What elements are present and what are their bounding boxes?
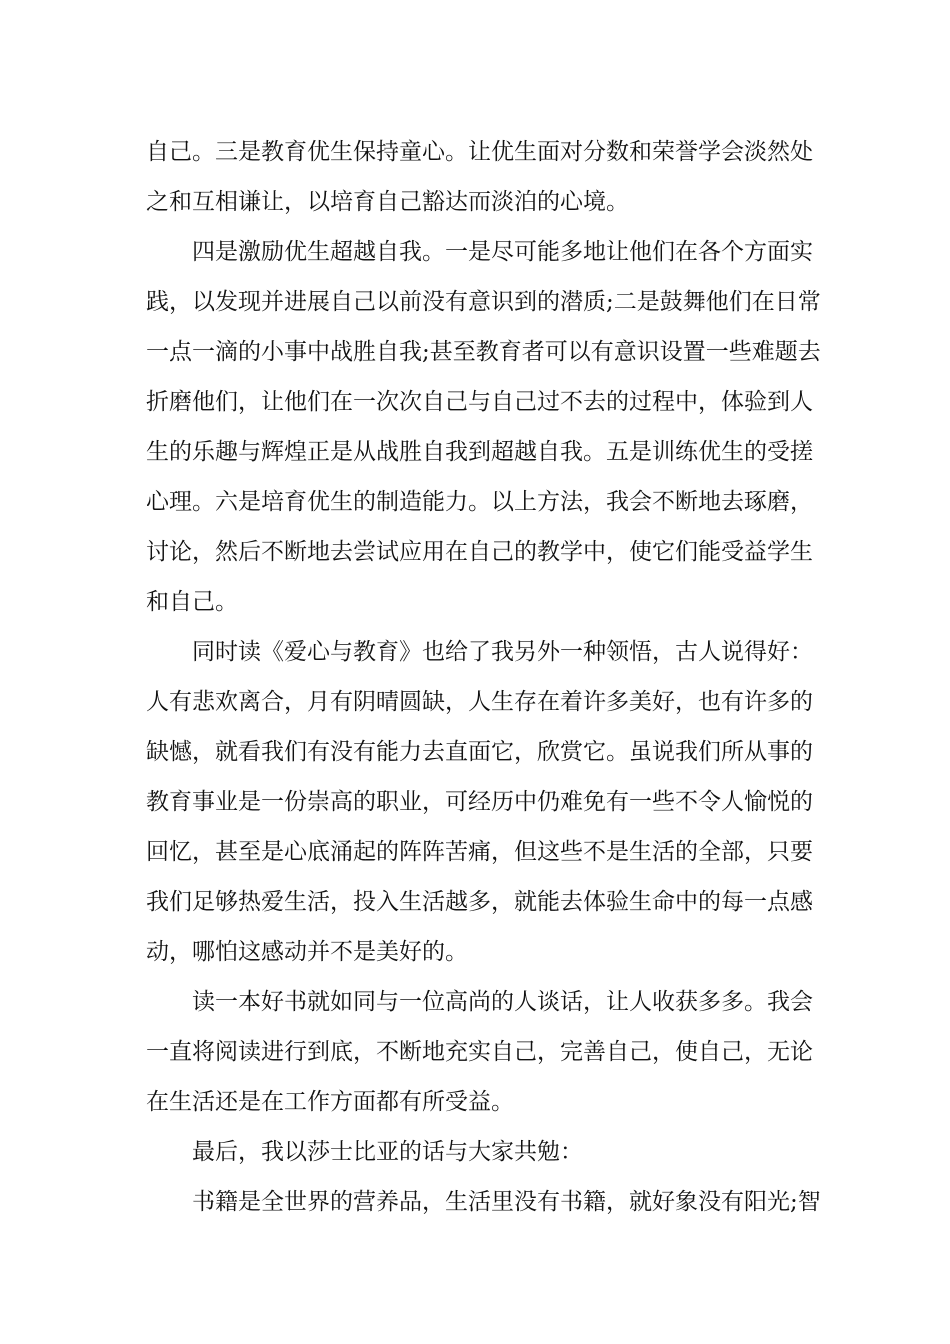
text-line: 回忆，甚至是心底涌起的阵阵苦痛，但这些不是生活的全部，只要 xyxy=(146,839,813,865)
text-line: 和自己。 xyxy=(146,589,238,615)
text-line: 生的乐趣与辉煌正是从战胜自我到超越自我。五是训练优生的受搓 xyxy=(146,439,813,465)
text-line: 讨论，然后不断地去尝试应用在自己的教学中，使它们能受益学生 xyxy=(146,539,813,565)
paragraph-first-line: 四是激励优生超越自我。一是尽可能多地让他们在各个方面实 xyxy=(192,239,813,265)
text-line: 我们足够热爱生活，投入生活越多，就能去体验生命中的每一点感 xyxy=(146,889,813,915)
paragraph-first-line: 书籍是全世界的营养品，生活里没有书籍，就好象没有阳光;智 xyxy=(192,1189,821,1215)
text-line: 心理。六是培育优生的制造能力。以上方法，我会不断地去琢磨， xyxy=(146,489,813,515)
text-line: 践，以发现并进展自己以前没有意识到的潜质;二是鼓舞他们在日常 xyxy=(146,289,821,315)
text-line: 折磨他们，让他们在一次次自己与自己过不去的过程中，体验到人 xyxy=(146,389,813,415)
text-line: 缺憾，就看我们有没有能力去直面它，欣赏它。虽说我们所从事的 xyxy=(146,739,813,765)
text-line: 之和互相谦让，以培育自己豁达而淡泊的心境。 xyxy=(146,189,629,215)
text-line: 动，哪怕这感动并不是美好的。 xyxy=(146,939,468,965)
text-line: 自己。三是教育优生保持童心。让优生面对分数和荣誉学会淡然处 xyxy=(146,139,813,165)
paragraph-first-line: 读一本好书就如同与一位高尚的人谈话，让人收获多多。我会 xyxy=(192,989,813,1015)
paragraph-first-line: 最后，我以莎士比亚的话与大家共勉： xyxy=(192,1139,583,1165)
text-line: 一点一滴的小事中战胜自我;甚至教育者可以有意识设置一些难题去 xyxy=(146,339,821,365)
text-line: 一直将阅读进行到底，不断地充实自己，完善自己，使自己，无论 xyxy=(146,1039,813,1065)
text-line: 教育事业是一份崇高的职业，可经历中仍难免有一些不令人愉悦的 xyxy=(146,789,813,815)
paragraph-first-line: 同时读《爱心与教育》也给了我另外一种领悟，古人说得好： xyxy=(192,639,813,665)
text-line: 在生活还是在工作方面都有所受益。 xyxy=(146,1089,514,1115)
text-line: 人有悲欢离合，月有阴晴圆缺，人生存在着许多美好，也有许多的 xyxy=(146,689,813,715)
